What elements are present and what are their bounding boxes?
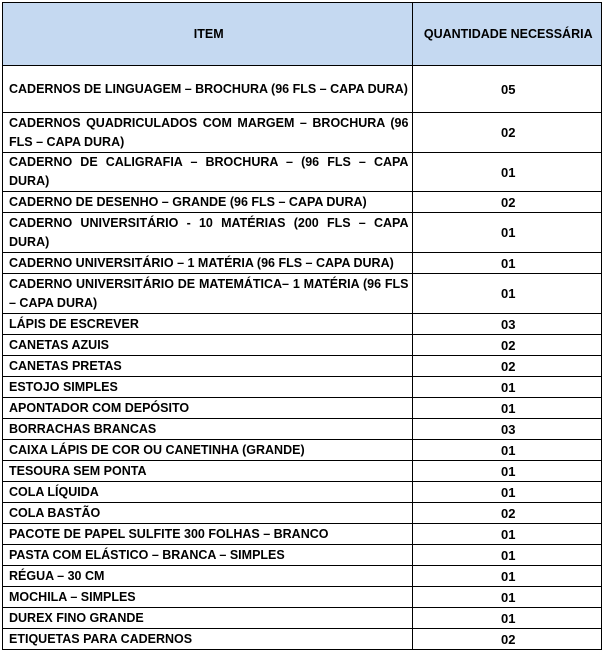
quantity-cell: 01	[413, 566, 602, 587]
table-row	[3, 113, 602, 153]
table-row	[3, 335, 602, 356]
quantity-cell: 01	[413, 440, 602, 461]
item-cell: CADERNO UNIVERSITÁRIO – 1 MATÉRIA (96 FLS – CAPA DURA)	[3, 253, 413, 274]
table-row	[3, 274, 602, 314]
header-quantity: QUANTIDADE NECESSÁRIA	[413, 3, 602, 66]
header-item: ITEM	[3, 3, 413, 66]
quantity-cell: 01	[413, 377, 602, 398]
table-body	[3, 66, 602, 650]
item-cell: CAIXA LÁPIS DE COR OU CANETINHA (GRANDE)	[3, 440, 413, 461]
item-cell: CANETAS PRETAS	[3, 356, 413, 377]
quantity-cell: 01	[413, 274, 602, 314]
item-cell: TESOURA SEM PONTA	[3, 461, 413, 482]
item-cell: DUREX FINO GRANDE	[3, 608, 413, 629]
item-cell: COLA LÍQUIDA	[3, 482, 413, 503]
item-cell: CANETAS AZUIS	[3, 335, 413, 356]
table-row	[3, 314, 602, 335]
item-cell: APONTADOR COM DEPÓSITO	[3, 398, 413, 419]
quantity-cell: 01	[413, 482, 602, 503]
table-row	[3, 587, 602, 608]
table-row	[3, 66, 602, 113]
table-row	[3, 253, 602, 274]
item-cell: LÁPIS DE ESCREVER	[3, 314, 413, 335]
table-row	[3, 440, 602, 461]
quantity-cell: 01	[413, 213, 602, 253]
quantity-cell: 01	[413, 398, 602, 419]
item-cell: ESTOJO SIMPLES	[3, 377, 413, 398]
item-cell: CADERNO UNIVERSITÁRIO - 10 MATÉRIAS (200 FLS – CAPA DURA)	[3, 213, 413, 253]
table-row	[3, 419, 602, 440]
item-cell: MOCHILA – SIMPLES	[3, 587, 413, 608]
item-cell: CADERNO UNIVERSITÁRIO DE MATEMÁTICA– 1 MATÉRIA (96 FLS – CAPA DURA)	[3, 274, 413, 314]
table-row	[3, 192, 602, 213]
table-header-row	[3, 3, 602, 66]
item-cell: ETIQUETAS PARA CADERNOS	[3, 629, 413, 650]
table-row	[3, 503, 602, 524]
item-cell: BORRACHAS BRANCAS	[3, 419, 413, 440]
item-cell: CADERNO DE DESENHO – GRANDE (96 FLS – CAPA DURA)	[3, 192, 413, 213]
table-row	[3, 398, 602, 419]
quantity-cell: 01	[413, 524, 602, 545]
quantity-cell: 01	[413, 253, 602, 274]
quantity-cell: 01	[413, 587, 602, 608]
item-cell: CADERNOS DE LINGUAGEM – BROCHURA (96 FLS – CAPA DURA)	[3, 66, 413, 113]
item-cell: PASTA COM ELÁSTICO – BRANCA – SIMPLES	[3, 545, 413, 566]
table-row	[3, 545, 602, 566]
quantity-cell: 03	[413, 419, 602, 440]
table-row	[3, 356, 602, 377]
table-row	[3, 482, 602, 503]
quantity-cell: 02	[413, 503, 602, 524]
quantity-cell: 02	[413, 335, 602, 356]
quantity-cell: 01	[413, 608, 602, 629]
table-row	[3, 629, 602, 650]
quantity-cell: 01	[413, 461, 602, 482]
quantity-cell: 02	[413, 629, 602, 650]
table-row	[3, 377, 602, 398]
item-cell: CADERNOS QUADRICULADOS COM MARGEM – BROCHURA (96 FLS – CAPA DURA)	[3, 113, 413, 153]
table-row	[3, 213, 602, 253]
supply-list-table	[2, 2, 602, 650]
quantity-cell: 05	[413, 66, 602, 113]
item-cell: COLA BASTÃO	[3, 503, 413, 524]
item-cell: RÉGUA – 30 CM	[3, 566, 413, 587]
quantity-cell: 01	[413, 153, 602, 192]
table-row	[3, 461, 602, 482]
quantity-cell: 01	[413, 545, 602, 566]
table-row	[3, 608, 602, 629]
table-row	[3, 153, 602, 192]
item-cell: PACOTE DE PAPEL SULFITE 300 FOLHAS – BRANCO	[3, 524, 413, 545]
table-row	[3, 524, 602, 545]
quantity-cell: 02	[413, 356, 602, 377]
quantity-cell: 02	[413, 113, 602, 153]
table-row	[3, 566, 602, 587]
quantity-cell: 02	[413, 192, 602, 213]
quantity-cell: 03	[413, 314, 602, 335]
item-cell: CADERNO DE CALIGRAFIA – BROCHURA – (96 FLS – CAPA DURA)	[3, 153, 413, 192]
